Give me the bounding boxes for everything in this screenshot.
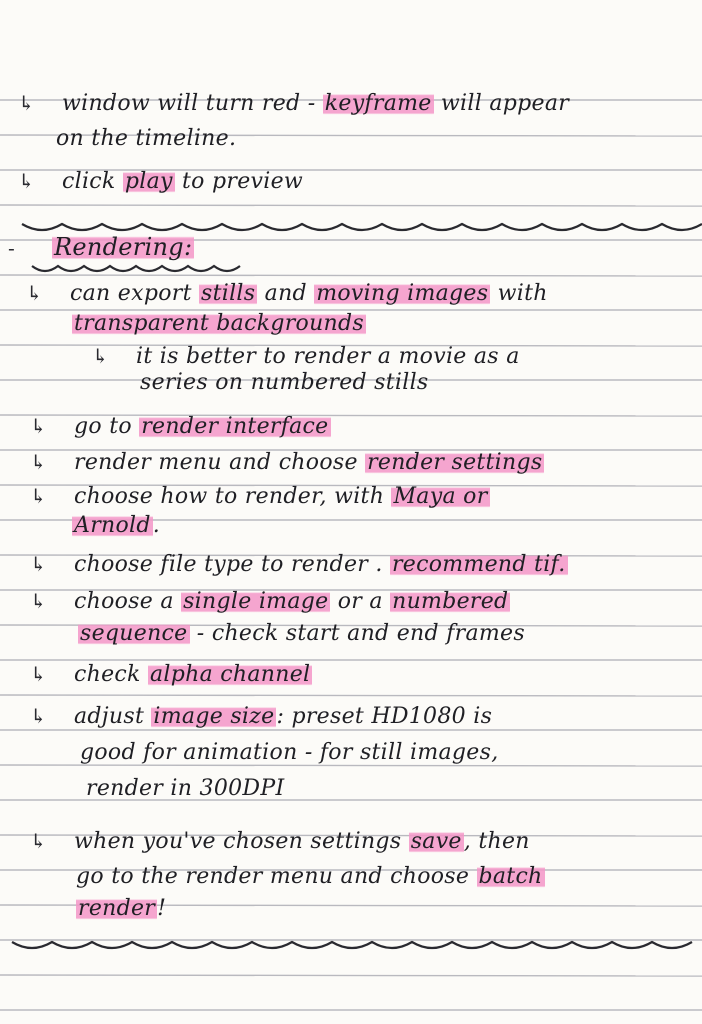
note-text: or a (330, 589, 391, 614)
note-text: click (62, 169, 123, 194)
ruled-line (0, 695, 702, 696)
note-line (80, 736, 499, 770)
highlighted-term: batch (478, 864, 543, 889)
note-text: when you've chosen settings (74, 829, 409, 854)
note-text: . (152, 513, 161, 538)
arrow-bullet-icon: ↳ (30, 589, 48, 613)
note-line (30, 547, 568, 581)
arrow-bullet-icon: ↳ (30, 450, 48, 474)
ruled-line (0, 975, 702, 976)
highlighted-term: sequence (80, 621, 188, 646)
note-text: good for animation - for still images, (80, 740, 499, 765)
note-text: - check start and end frames (189, 621, 525, 646)
note-line (72, 509, 160, 543)
highlighted-term: recommend tif. (391, 552, 566, 577)
arrow-bullet-icon: ↳ (30, 829, 48, 853)
note-text: adjust (74, 704, 152, 729)
note-text: on the timeline. (56, 126, 237, 151)
note-line (78, 617, 525, 651)
note-text: ! (157, 896, 167, 921)
highlighted-term: render (78, 896, 156, 921)
arrow-bullet-icon: ↳ (30, 414, 48, 438)
note-text: choose a (74, 589, 182, 614)
wave-divider (12, 942, 692, 948)
highlighted-term: keyframe (324, 91, 432, 116)
highlighted-term: Arnold (74, 513, 151, 538)
arrow-bullet-icon: ↳ (18, 91, 36, 115)
note-line (140, 366, 429, 400)
note-line (30, 479, 490, 513)
highlighted-term: render interface (141, 414, 329, 439)
note-line (72, 307, 366, 341)
note-text: render in 300DPI (86, 776, 285, 801)
note-text: series on numbered stills (140, 370, 429, 395)
highlighted-term: transparent backgrounds (74, 311, 364, 336)
highlighted-term: Rendering: (54, 233, 193, 261)
arrow-bullet-icon: ↳ (26, 281, 44, 305)
note-text: render menu and choose (74, 450, 366, 475)
highlighted-term: alpha channel (149, 662, 311, 687)
highlighted-term: stills (201, 281, 256, 306)
arrow-bullet-icon: ↳ (92, 344, 110, 368)
note-text: , then (463, 829, 530, 854)
ruled-line (0, 205, 702, 206)
note-text: to preview (174, 169, 304, 194)
note-text: can export (70, 281, 200, 306)
highlighted-term: moving images (316, 281, 489, 306)
note-text: check (74, 662, 148, 687)
note-line (8, 230, 194, 264)
highlighted-term: save (410, 829, 462, 854)
note-text: choose how to render, with (74, 484, 392, 509)
note-line (86, 772, 284, 806)
note-line (30, 584, 510, 618)
note-text: with (490, 281, 548, 306)
highlighted-term: single image (183, 589, 329, 614)
note-line (76, 892, 166, 926)
arrow-bullet-icon: ↳ (30, 552, 48, 576)
highlighted-term: numbered (392, 589, 509, 614)
note-line (30, 445, 544, 479)
arrow-bullet-icon: ↳ (30, 662, 48, 686)
note-line (26, 276, 548, 310)
highlighted-term: render settings (367, 450, 543, 475)
note-line (30, 409, 331, 443)
note-text: will appear (433, 91, 570, 116)
highlighted-term: image size (153, 704, 275, 729)
highlighted-term: Maya or (393, 484, 488, 509)
note-line (30, 699, 492, 733)
wave-divider (32, 266, 240, 271)
note-text: choose file type to render . (74, 552, 390, 577)
note-line (76, 860, 545, 894)
note-text: : preset HD1080 is (276, 704, 493, 729)
note-line (18, 164, 303, 198)
note-text: go to (74, 414, 140, 439)
note-text: and (257, 281, 315, 306)
note-line (56, 122, 236, 156)
arrow-bullet-icon: ↳ (18, 169, 36, 193)
dash-bullet: - (8, 236, 16, 260)
arrow-bullet-icon: ↳ (30, 484, 48, 508)
note-text: window will turn red - (62, 91, 323, 116)
note-line (18, 86, 569, 120)
note-line (30, 824, 530, 858)
note-text: go to the render menu and choose (76, 864, 477, 889)
arrow-bullet-icon: ↳ (30, 704, 48, 728)
note-line (30, 657, 312, 691)
note-text: it is better to render a movie as a (136, 344, 520, 369)
highlighted-term: play (124, 169, 173, 194)
